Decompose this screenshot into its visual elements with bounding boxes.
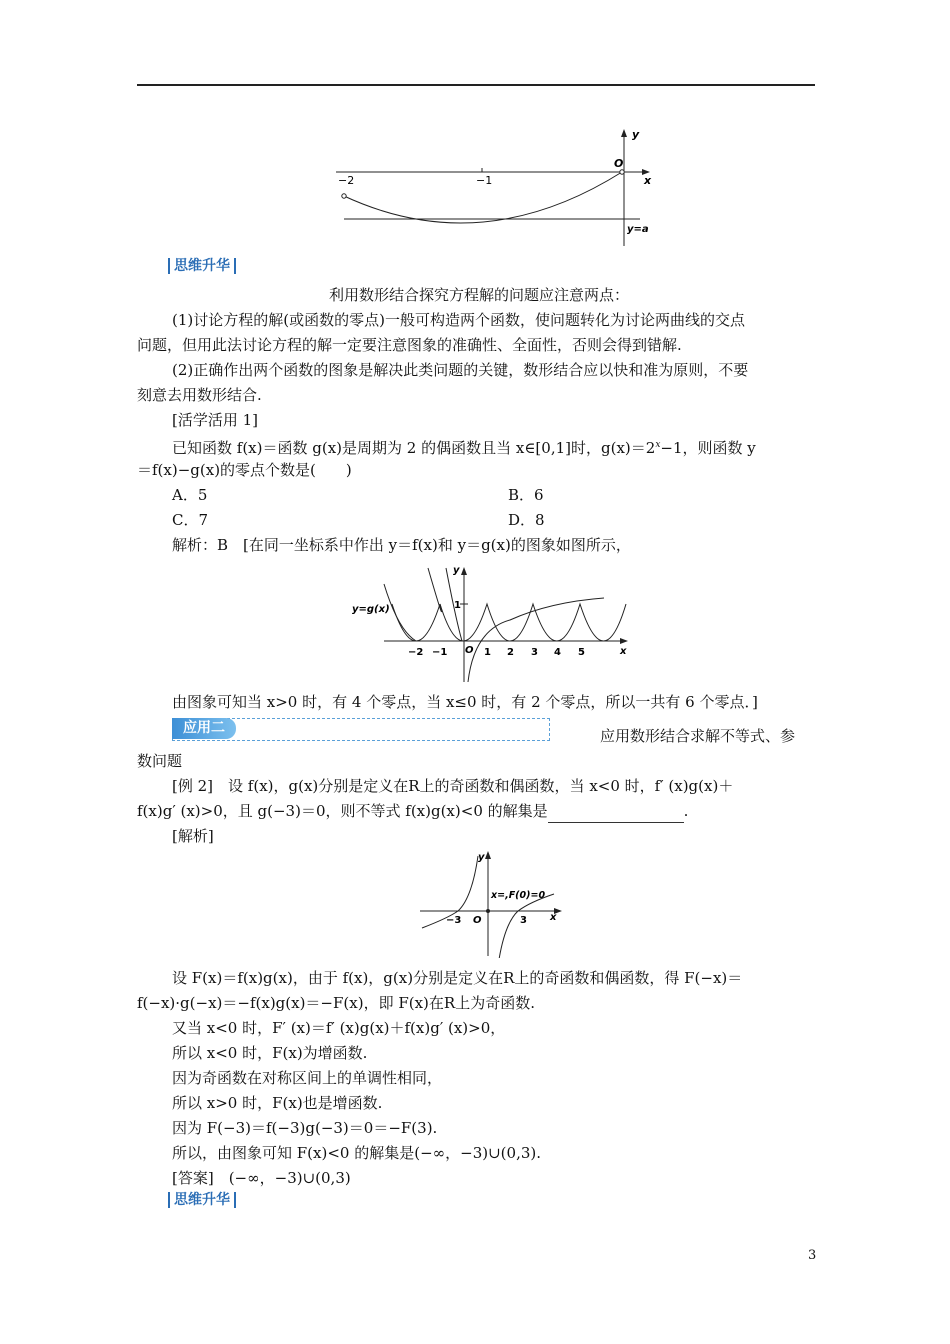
- analysis-tag: [解析]: [172, 827, 214, 845]
- endpoint-left: [342, 194, 346, 198]
- practice-q-a: 已知函数 f(x)＝函数 g(x)是周期为 2 的偶函数且当 x∈[0,1]时，g(x)＝2: [172, 439, 656, 457]
- tick-2: 2: [507, 647, 514, 658]
- tick-m1: −1: [432, 647, 448, 658]
- example-line-2-text: f(x)g′ (x)>0，且 g(−3)＝0，则不等式 f(x)g(x)<0 的解集是: [137, 802, 548, 820]
- x-axis-arrow-icon: [620, 638, 628, 644]
- figure-parabola-line: [330, 124, 660, 248]
- y-axis-arrow-icon: [485, 851, 491, 859]
- practice-question-2: ＝f(x)−g(x)的零点个数是( ): [137, 461, 352, 479]
- origin-label: O: [473, 915, 482, 926]
- gx-label: y=g(x): [352, 604, 390, 615]
- x-label: x: [550, 912, 557, 923]
- tick-m2: −2: [408, 647, 424, 658]
- practice-question: [172, 433, 756, 460]
- solution-line-1: 设 F(x)＝f(x)g(x)，由于 f(x)，g(x)分别是定义在R上的奇函数和偶函数，得 F(−x)＝: [172, 969, 743, 987]
- curve-right: [498, 894, 554, 958]
- example-line-1: [例 2] 设 f(x)，g(x)分别是定义在R上的奇函数和偶函数，当 x<0 时，f′ (x)g(x)＋: [172, 777, 734, 795]
- y-label: y: [632, 128, 640, 141]
- solution-line-3: 又当 x<0 时，F′ (x)＝f′ (x)g(x)＋f(x)g′ (x)>0，: [172, 1019, 506, 1037]
- x-label: x: [644, 174, 652, 187]
- tick-m2: −2: [338, 174, 355, 187]
- summary-p2a: (2)正确作出两个函数的图象是解决此类问题的关键，数形结合应以快和准为原则，不要: [172, 361, 749, 379]
- practice-tag: [活学活用 1]: [172, 411, 259, 429]
- summary-p2b: 刻意去用数形结合.: [137, 386, 262, 404]
- figure-periodic-function: [350, 560, 640, 684]
- y-label: y: [453, 565, 460, 576]
- option-c: C．7: [172, 511, 209, 529]
- solution-line-8: 所以，由图象可知 F(x)<0 的解集是(−∞，−3)∪(0,3).: [172, 1144, 541, 1162]
- solution-line-6: 所以 x>0 时，F(x)也是增函数.: [172, 1094, 383, 1112]
- summary-intro: 利用数形结合探究方程解的问题应注意两点：: [329, 286, 630, 304]
- header-rule: [137, 84, 815, 86]
- badge-summary-1: 思维升华: [168, 258, 236, 274]
- example-line-2-end: .: [683, 802, 689, 820]
- page-number: 3: [808, 1248, 817, 1263]
- solution-line-2: f(−x)·g(−x)＝−f(x)g(x)＝−F(x)，即 F(x)在R上为奇函数.: [137, 994, 535, 1012]
- origin-label: O: [614, 157, 624, 170]
- practice-conclusion: 由图象可知当 x>0 时，有 4 个零点，当 x≤0 时，有 2 个零点，所以一共有 6 个零点．]: [172, 693, 758, 711]
- summary-p1b: 问题，但用此法讨论方程的解一定要注意图象的准确性、全面性，否则会得到错解.: [137, 336, 682, 354]
- g-curve-branch-2: [428, 568, 442, 612]
- origin-label: O: [465, 645, 474, 656]
- one-label: 1: [454, 600, 461, 611]
- application-title-b: 数问题: [137, 752, 183, 770]
- origin-point: [486, 909, 490, 913]
- y-axis-arrow-icon: [621, 129, 627, 137]
- tick-3: 3: [520, 915, 527, 926]
- option-b: B．6: [508, 486, 544, 504]
- tick-m1: −1: [476, 174, 493, 187]
- badge-summary-2: 思维升华: [168, 1192, 236, 1208]
- practice-q-b: −1，则函数 y: [660, 439, 756, 457]
- y-label: y: [478, 852, 485, 863]
- endpoint-origin: [620, 170, 624, 174]
- option-a: A．5: [172, 486, 208, 504]
- application-tag: 应用二: [172, 718, 236, 739]
- example-line-2: [137, 799, 688, 823]
- tick-5: 5: [578, 647, 585, 658]
- g-curve: [392, 604, 626, 641]
- practice-q-sup: x: [655, 440, 661, 450]
- note-label: x=,F(0)=0: [491, 890, 546, 901]
- tick-m3: −3: [446, 915, 462, 926]
- tick-3: 3: [531, 647, 538, 658]
- answer-line: [答案] (−∞，−3)∪(0,3): [172, 1169, 351, 1187]
- application-title-a: 应用数形结合求解不等式、参: [600, 727, 796, 745]
- summary-p1a: (1)讨论方程的解(或函数的零点)一般可构造两个函数，使问题转化为讨论两曲线的交点: [172, 311, 745, 329]
- f-curve: [468, 598, 604, 682]
- practice-solution: 解析：B [在同一坐标系中作出 y＝f(x)和 y＝g(x)的图象如图所示，: [172, 536, 631, 554]
- solution-line-7: 因为 F(−3)＝f(−3)g(−3)＝0＝−F(3).: [172, 1119, 438, 1137]
- x-label: x: [620, 646, 627, 657]
- tick-1: 1: [484, 647, 491, 658]
- tick-4: 4: [554, 647, 561, 658]
- line-label: y=a: [627, 224, 649, 235]
- answer-blank: [548, 806, 684, 823]
- solution-line-4: 所以 x<0 时，F(x)为增函数.: [172, 1044, 368, 1062]
- solution-line-5: 因为奇函数在对称区间上的单调性相同，: [172, 1069, 443, 1087]
- figure-odd-function: [418, 848, 568, 958]
- y-axis-arrow-icon: [461, 567, 467, 575]
- option-d: D．8: [508, 511, 545, 529]
